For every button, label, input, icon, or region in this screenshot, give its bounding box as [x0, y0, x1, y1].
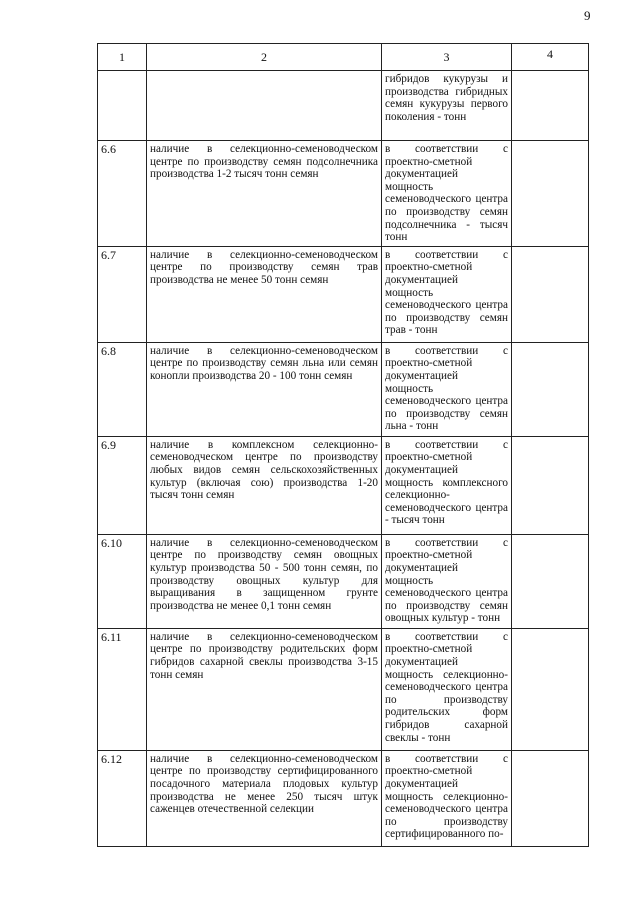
row-description: наличие в селекционно-семеноводческом центре по производству семян трав производства не менее 50 тонн семян: [147, 246, 382, 342]
table-row: [98, 246, 589, 342]
row-number: 6.9: [98, 436, 147, 534]
row-number: 6.8: [98, 342, 147, 436]
table-row: [98, 342, 589, 436]
row-requirement: в соответствии с проектно-сметной документацией мощность семеноводческого центра по производству семян трав - тонн: [382, 246, 512, 342]
row-empty-cell: [512, 141, 589, 247]
row-requirement: в соответствии с проектно-сметной документацией мощность семеноводческого центра по производству семян подсолнечника - тысяч тонн: [382, 141, 512, 247]
column-header-2: 2: [147, 44, 382, 71]
row-empty-cell: [512, 750, 589, 846]
column-header-1: 1: [98, 44, 147, 71]
page-number: 9: [584, 8, 591, 23]
table-header-row: [98, 44, 589, 71]
column-header-4: 4: [512, 44, 589, 71]
row-number: 6.7: [98, 246, 147, 342]
row-empty-cell: [512, 534, 589, 628]
row-number: 6.6: [98, 141, 147, 247]
row-requirement: в соответствии с проектно-сметной документацией мощность семеноводческого центра по производству семян овощных культур - тонн: [382, 534, 512, 628]
row-requirement: в соответствии с проектно-сметной документацией мощность селекционно-семеноводческого центра по производству родительских форм гибридов сахарной свеклы - тонн: [382, 628, 512, 750]
table-row: [98, 141, 589, 247]
row-number: 6.12: [98, 750, 147, 846]
continuation-row: [98, 71, 589, 141]
row-empty-cell: [512, 436, 589, 534]
row-number: 6.10: [98, 534, 147, 628]
table-row: [98, 628, 589, 750]
row-requirement: в соответствии с проектно-сметной документацией мощность селекционно-семеноводческого центра по производству сертифицированного по-: [382, 750, 512, 846]
table-row: [98, 436, 589, 534]
row-empty-cell: [512, 246, 589, 342]
continuation-desc-cell: [147, 71, 382, 141]
continuation-empty-cell: [512, 71, 589, 141]
row-description: наличие в селекционно-семеноводческом центре по производству родительских форм гибридов сахарной свеклы производства 3-15 тонн семян: [147, 628, 382, 750]
requirements-table: [97, 43, 589, 847]
row-description: наличие в селекционно-семеноводческом центре по производству семян овощных культур производства 50 - 500 тонн семян, по производству овощных культур для выращивания в защищенном грунте производства не менее 0,1 тонн семян: [147, 534, 382, 628]
row-requirement: в соответствии с проектно-сметной документацией мощность комплексного селекционно-семеноводческого центра - тысяч тонн: [382, 436, 512, 534]
continuation-req-cell: гибридов кукурузы и производства гибридных семян кукурузы первого поколения - тонн: [382, 71, 512, 141]
row-number: 6.11: [98, 628, 147, 750]
row-description: наличие в селекционно-семеноводческом центре по производству семян подсолнечника производства 1-2 тысяч тонн семян: [147, 141, 382, 247]
row-description: наличие в селекционно-семеноводческом центре по производству сертифицированного посадочного материала плодовых культур производства не менее 250 тысяч штук саженцев отечественной селекции: [147, 750, 382, 846]
continuation-num-cell: [98, 71, 147, 141]
row-empty-cell: [512, 342, 589, 436]
row-empty-cell: [512, 628, 589, 750]
row-description: наличие в селекционно-семеноводческом центре по производству семян льна или семян конопли производства 20 - 100 тонн семян: [147, 342, 382, 436]
row-description: наличие в комплексном селекционно-семеноводческом центре по производству любых видов семян сельскохозяйственных культур (включая сою) производства 1-20 тысяч тонн семян: [147, 436, 382, 534]
table-row: [98, 534, 589, 628]
table-row: [98, 750, 589, 846]
row-requirement: в соответствии с проектно-сметной документацией мощность семеноводческого центра по производству семян льна - тонн: [382, 342, 512, 436]
column-header-3: 3: [382, 44, 512, 71]
